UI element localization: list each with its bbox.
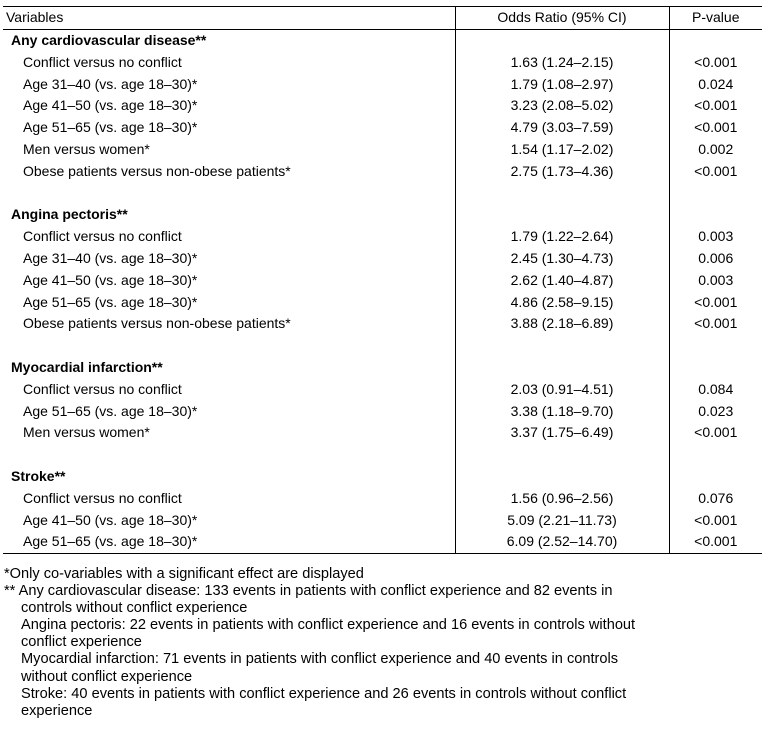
table-row — [3, 248, 762, 270]
group-header-row — [3, 204, 762, 226]
group-header-row — [3, 30, 762, 52]
variable-cell: Men versus women* — [3, 139, 455, 161]
variable-cell: Age 51–65 (vs. age 18–30)* — [3, 117, 455, 139]
p-value-cell: <0.001 — [694, 315, 738, 332]
p-value-cell: 0.024 — [698, 75, 734, 92]
p-value-cell: <0.001 — [669, 531, 762, 553]
p-value-cell: <0.001 — [694, 424, 738, 441]
variable-cell: Conflict versus no conflict — [3, 226, 455, 248]
table-header-row — [3, 7, 762, 30]
variable-cell: Age 51–65 (vs. age 18–30)* — [3, 401, 455, 423]
odds-ratio-cell: 1.56 (0.96–2.56) — [455, 488, 669, 510]
table-row — [3, 531, 762, 553]
table-row — [3, 313, 762, 335]
table-row — [3, 74, 762, 96]
odds-ratio-cell: 1.79 (1.08–2.97) — [455, 74, 669, 96]
table-row — [3, 422, 762, 444]
table-row — [3, 161, 762, 183]
odds-ratio-cell: 3.88 (2.18–6.89) — [455, 313, 669, 335]
group-header-row — [3, 357, 762, 379]
variable-cell: Men versus women* — [3, 422, 455, 444]
p-value-cell: <0.001 — [694, 119, 738, 136]
odds-ratio-cell: 5.09 (2.21–11.73) — [455, 510, 669, 532]
odds-ratio-cell: 1.54 (1.17–2.02) — [455, 139, 669, 161]
odds-ratio-cell: 1.63 (1.24–2.15) — [455, 52, 669, 74]
p-value-cell: 0.002 — [698, 140, 734, 157]
p-value-cell: <0.001 — [694, 162, 738, 179]
footnote-any-cvd-cont: controls without conflict experience — [21, 600, 248, 617]
variable-cell: Conflict versus no conflict — [3, 488, 455, 510]
footnote-mi-cont: without conflict experience — [21, 668, 193, 685]
p-value-cell: 0.084 — [698, 380, 734, 397]
table-row — [3, 270, 762, 292]
footnote-any-cvd: ** Any cardiovascular disease: 133 events in patients with conflict experience and 82 events in — [4, 583, 613, 600]
footnote-angina: Angina pectoris: 22 events in patients with conflict experience and 16 events in controls without — [21, 617, 636, 634]
table-row — [3, 52, 762, 74]
odds-ratio-cell: 2.62 (1.40–4.87) — [455, 270, 669, 292]
p-value-cell: <0.001 — [694, 53, 738, 70]
spacer-row — [3, 183, 762, 205]
variable-cell: Age 41–50 (vs. age 18–30)* — [3, 270, 455, 292]
variable-cell: Age 51–65 (vs. age 18–30)* — [3, 292, 455, 314]
table-row — [3, 95, 762, 117]
variable-cell: Age 31–40 (vs. age 18–30)* — [3, 248, 455, 270]
variable-cell: Obese patients versus non-obese patients* — [3, 313, 455, 335]
spacer-row — [3, 444, 762, 466]
odds-ratio-cell: 4.86 (2.58–9.15) — [455, 292, 669, 314]
footnote-stroke-cont: experience — [21, 702, 93, 719]
odds-ratio-table — [3, 6, 762, 554]
group-title: Any cardiovascular disease** — [3, 30, 455, 52]
variable-cell: Age 41–50 (vs. age 18–30)* — [3, 95, 455, 117]
group-title: Myocardial infarction** — [3, 357, 455, 379]
variable-cell: Conflict versus no conflict — [3, 52, 455, 74]
variable-cell: Age 41–50 (vs. age 18–30)* — [3, 510, 455, 532]
odds-ratio-cell: 2.75 (1.73–4.36) — [455, 161, 669, 183]
odds-ratio-cell: 1.79 (1.22–2.64) — [455, 226, 669, 248]
p-value-cell: 0.006 — [698, 249, 734, 266]
p-value-cell: <0.001 — [694, 293, 738, 310]
odds-ratio-cell: 6.09 (2.52–14.70) — [455, 531, 669, 553]
table-footnotes — [4, 566, 762, 720]
footnote-single-star: *Only co-variables with a significant effect are displayed — [4, 566, 364, 582]
spacer-row — [3, 335, 762, 357]
p-value-cell: 0.076 — [698, 489, 734, 506]
odds-ratio-cell: 3.38 (1.18–9.70) — [455, 401, 669, 423]
p-value-cell: <0.001 — [694, 97, 738, 114]
header-odds-ratio: Odds Ratio (95% CI) — [455, 7, 669, 30]
header-p-value: P-value — [669, 7, 762, 30]
group-title: Angina pectoris** — [3, 204, 455, 226]
odds-ratio-cell: 4.79 (3.03–7.59) — [455, 117, 669, 139]
odds-ratio-cell: 3.37 (1.75–6.49) — [455, 422, 669, 444]
variable-cell: Obese patients versus non-obese patients* — [3, 161, 455, 183]
table-row — [3, 488, 762, 510]
p-value-cell: 0.023 — [698, 402, 734, 419]
odds-ratio-cell: 2.45 (1.30–4.73) — [455, 248, 669, 270]
p-value-cell: 0.003 — [698, 228, 734, 245]
group-header-row — [3, 466, 762, 488]
table-row — [3, 510, 762, 532]
footnote-angina-cont: conflict experience — [21, 634, 142, 651]
table-row — [3, 292, 762, 314]
table-row — [3, 226, 762, 248]
footnote-stroke: Stroke: 40 events in patients with conflict experience and 26 events in controls without conflict — [21, 685, 627, 702]
header-variables: Variables — [3, 7, 455, 30]
table-row — [3, 117, 762, 139]
table-row — [3, 401, 762, 423]
odds-ratio-cell: 3.23 (2.08–5.02) — [455, 95, 669, 117]
table-row — [3, 139, 762, 161]
p-value-cell: <0.001 — [694, 511, 738, 528]
odds-ratio-cell: 2.03 (0.91–4.51) — [455, 379, 669, 401]
variable-cell: Age 51–65 (vs. age 18–30)* — [3, 531, 455, 553]
group-title: Stroke** — [3, 466, 455, 488]
variable-cell: Conflict versus no conflict — [3, 379, 455, 401]
table-row — [3, 379, 762, 401]
p-value-cell: 0.003 — [698, 271, 734, 288]
footnote-mi: Myocardial infarction: 71 events in patients with conflict experience and 40 events in controls — [21, 651, 619, 668]
variable-cell: Age 31–40 (vs. age 18–30)* — [3, 74, 455, 96]
